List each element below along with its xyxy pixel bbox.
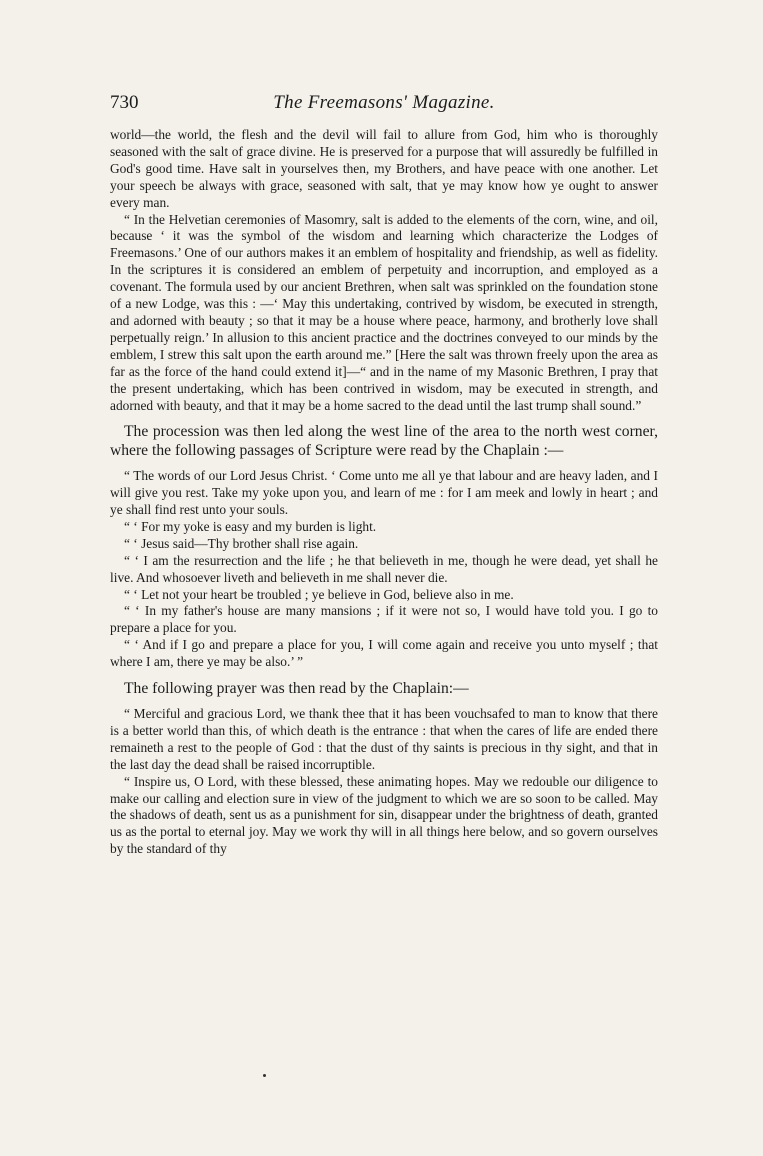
scripture-passage: “ ‘ For my yoke is easy and my burden is light. [124,518,377,534]
article-body [110,127,658,858]
scripture-passage: “ ‘ And if I go and prepare a place for you, I will come again and receive you unto myself ; that where I am, there ye may be also.’ ” [110,637,658,670]
scripture-passage: “ ‘ Jesus said—Thy brother shall rise again. [124,535,359,551]
page-header [110,92,658,122]
paragraph: world—the world, the flesh and the devil will fail to allure from God, him who is thoroughly seasoned with the salt of grace divine. He is preserved for a purpose that will assuredly be fulfilled in God's good time. Have salt in yourselves then, my Brothers, and have peace with one another. Let your speech be always with grace, seasoned with salt, that ye may know how ye ought to answer every man. [110,127,658,210]
print-speck [263,1074,266,1077]
scripture-passage: “ ‘ In my father's house are many mansions ; if it were not so, I would have told you. I go to prepare a place for you. [110,603,658,636]
paragraph: The procession was then led along the west line of the area to the north west corner, where the following passages of Scripture were read by the Chaplain :— [110,423,658,460]
scripture-passage: “ ‘ Let not your heart be troubled ; ye believe in God, believe also in me. [124,586,514,602]
running-title: The Freemasons' Magazine. [273,92,495,113]
scripture-passage: “ The words of our Lord Jesus Christ. ‘ Come unto me all ye that labour and are heavy laden, and I will give you rest. Take my yoke upon you, and learn of me : for I am meek and lowly in heart ; and ye shall find rest unto your souls. [110,468,658,518]
page-number: 730 [110,92,139,113]
prayer-paragraph: “ Inspire us, O Lord, with these blessed, these animating hopes. May we redouble our diligence to make our calling and election sure in view of the judgment to which we are so soon to be called. May the shadows of death, sent us as a punishment for sin, disappear under the brightness of death, granted us as the portal to eternal joy. May we work thy will in all things here below, and so govern ourselves by the standard of thy [110,773,658,857]
prayer-paragraph: “ Merciful and gracious Lord, we thank thee that it has been vouchsafed to man to know that there is a better world than this, of which death is the entrance : that when the cares of life are ended there remaineth a rest to the people of God : that the dust of thy saints is precious in thy sight, and that in the last day the dead shall be raised incorruptible. [110,706,658,772]
paragraph: “ In the Helvetian ceremonies of Masomry, salt is added to the elements of the corn, wine, and oil, because ‘ it was the symbol of the wisdom and learning which characterize the Lodges of Freemasons.’ One of our authors makes it an emblem of hospitality and friendship, as well as fidelity. In the scriptures it is considered an emblem of perpetuity and incorruption, and employed as a covenant. The formula used by our ancient Brethren, when salt was sprinkled on the foundation stone of a new Lodge, was this : —‘ May this undertaking, contrived by wisdom, be executed in strength, and adorned with beauty ; so that it may be a house where peace, harmony, and brotherly love shall perpetually reign.’ In allusion to this ancient practice and the doctrines conveyed to our minds by the emblem, I strew this salt upon the earth around me.” [Here the salt was thrown freely upon the area as far as the force of the hand could extend it]—“ and in the name of my Masonic Brethren, I pray that the present undertaking, which has been contrived in wisdom, may be executed in strength, and adorned with beauty, and that it may be a home sacred to the dead until the last trump shall sound.” [110,211,658,413]
scripture-passage: “ ‘ I am the resurrection and the life ; he that believeth in me, though he were dead, yet shall he live. And whosoever liveth and believeth in me shall never die. [110,552,658,585]
paragraph: The following prayer was then read by the Chaplain:— [124,680,469,698]
